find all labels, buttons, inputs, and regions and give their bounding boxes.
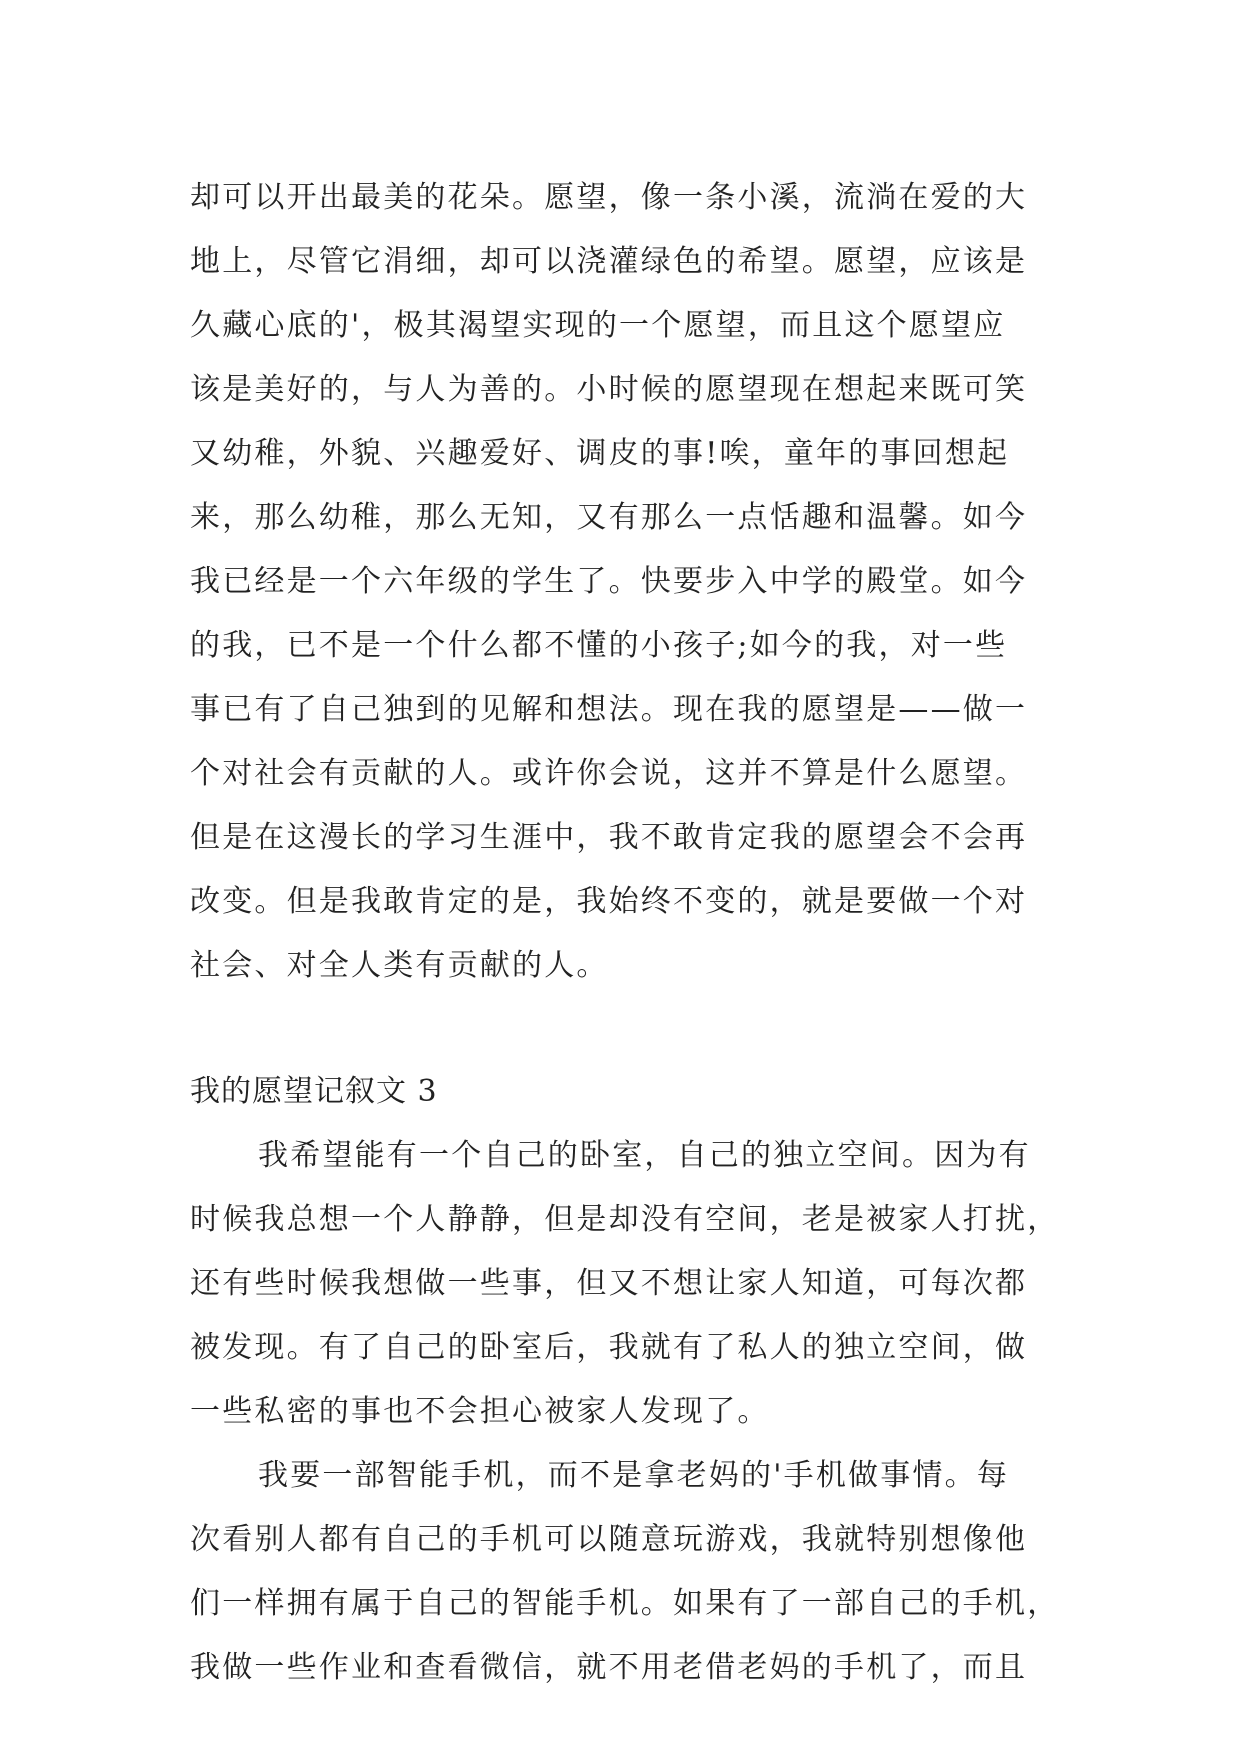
text-line: 该是美好的，与人为善的。小时候的愿望现在想起来既可笑 [190,372,1028,407]
continued-paragraph [190,166,1070,998]
text-line: 我希望能有一个自己的卧室，自己的独立空间。因为有 [258,1138,1031,1173]
text-line: 我要一部智能手机，而不是拿老妈的'手机做事情。每 [258,1458,1010,1493]
text-line: 我做一些作业和查看微信，就不用老借老妈的手机了，而且 [190,1650,1028,1685]
text-line: 社会、对全人类有贡献的人。 [190,948,609,983]
document-body [190,166,1070,1700]
text-line: 时候我总想一个人静静，但是却没有空间，老是被家人打扰， [190,1202,1060,1237]
paragraph-smartphone [190,1444,1070,1700]
text-line: 又幼稚，外貌、兴趣爱好、调皮的事!唉，童年的事回想起 [190,436,1010,471]
text-line: 却可以开出最美的花朵。愿望，像一条小溪，流淌在爱的大 [190,180,1028,215]
paragraph-bedroom [190,1124,1070,1444]
text-line: 们一样拥有属于自己的智能手机。如果有了一部自己的手机， [190,1586,1060,1621]
text-line: 改变。但是我敢肯定的是，我始终不变的，就是要做一个对 [190,884,1028,919]
text-line: 的我，已不是一个什么都不懂的小孩子;如今的我，对一些 [190,628,1008,663]
section-title: 我的愿望记叙文 3 [190,1074,438,1109]
text-line: 我已经是一个六年级的学生了。快要步入中学的殿堂。如今 [190,564,1028,599]
text-line: 个对社会有贡献的人。或许你会说，这并不算是什么愿望。 [190,756,1028,791]
text-line: 事已有了自己独到的见解和想法。现在我的愿望是——做一 [190,692,1028,727]
text-line: 次看别人都有自己的手机可以随意玩游戏，我就特别想像他 [190,1522,1028,1557]
text-line: 但是在这漫长的学习生涯中，我不敢肯定我的愿望会不会再 [190,820,1028,855]
text-line: 地上，尽管它涓细，却可以浇灌绿色的希望。愿望，应该是 [190,244,1028,279]
text-line: 被发现。有了自己的卧室后，我就有了私人的独立空间，做 [190,1330,1028,1365]
text-line: 来，那么幼稚，那么无知，又有那么一点恬趣和温馨。如今 [190,500,1028,535]
text-line: 一些私密的事也不会担心被家人发现了。 [190,1394,770,1429]
text-line: 还有些时候我想做一些事，但又不想让家人知道，可每次都 [190,1266,1028,1301]
text-line: 久藏心底的'，极其渴望实现的一个愿望，而且这个愿望应 [190,308,1006,343]
